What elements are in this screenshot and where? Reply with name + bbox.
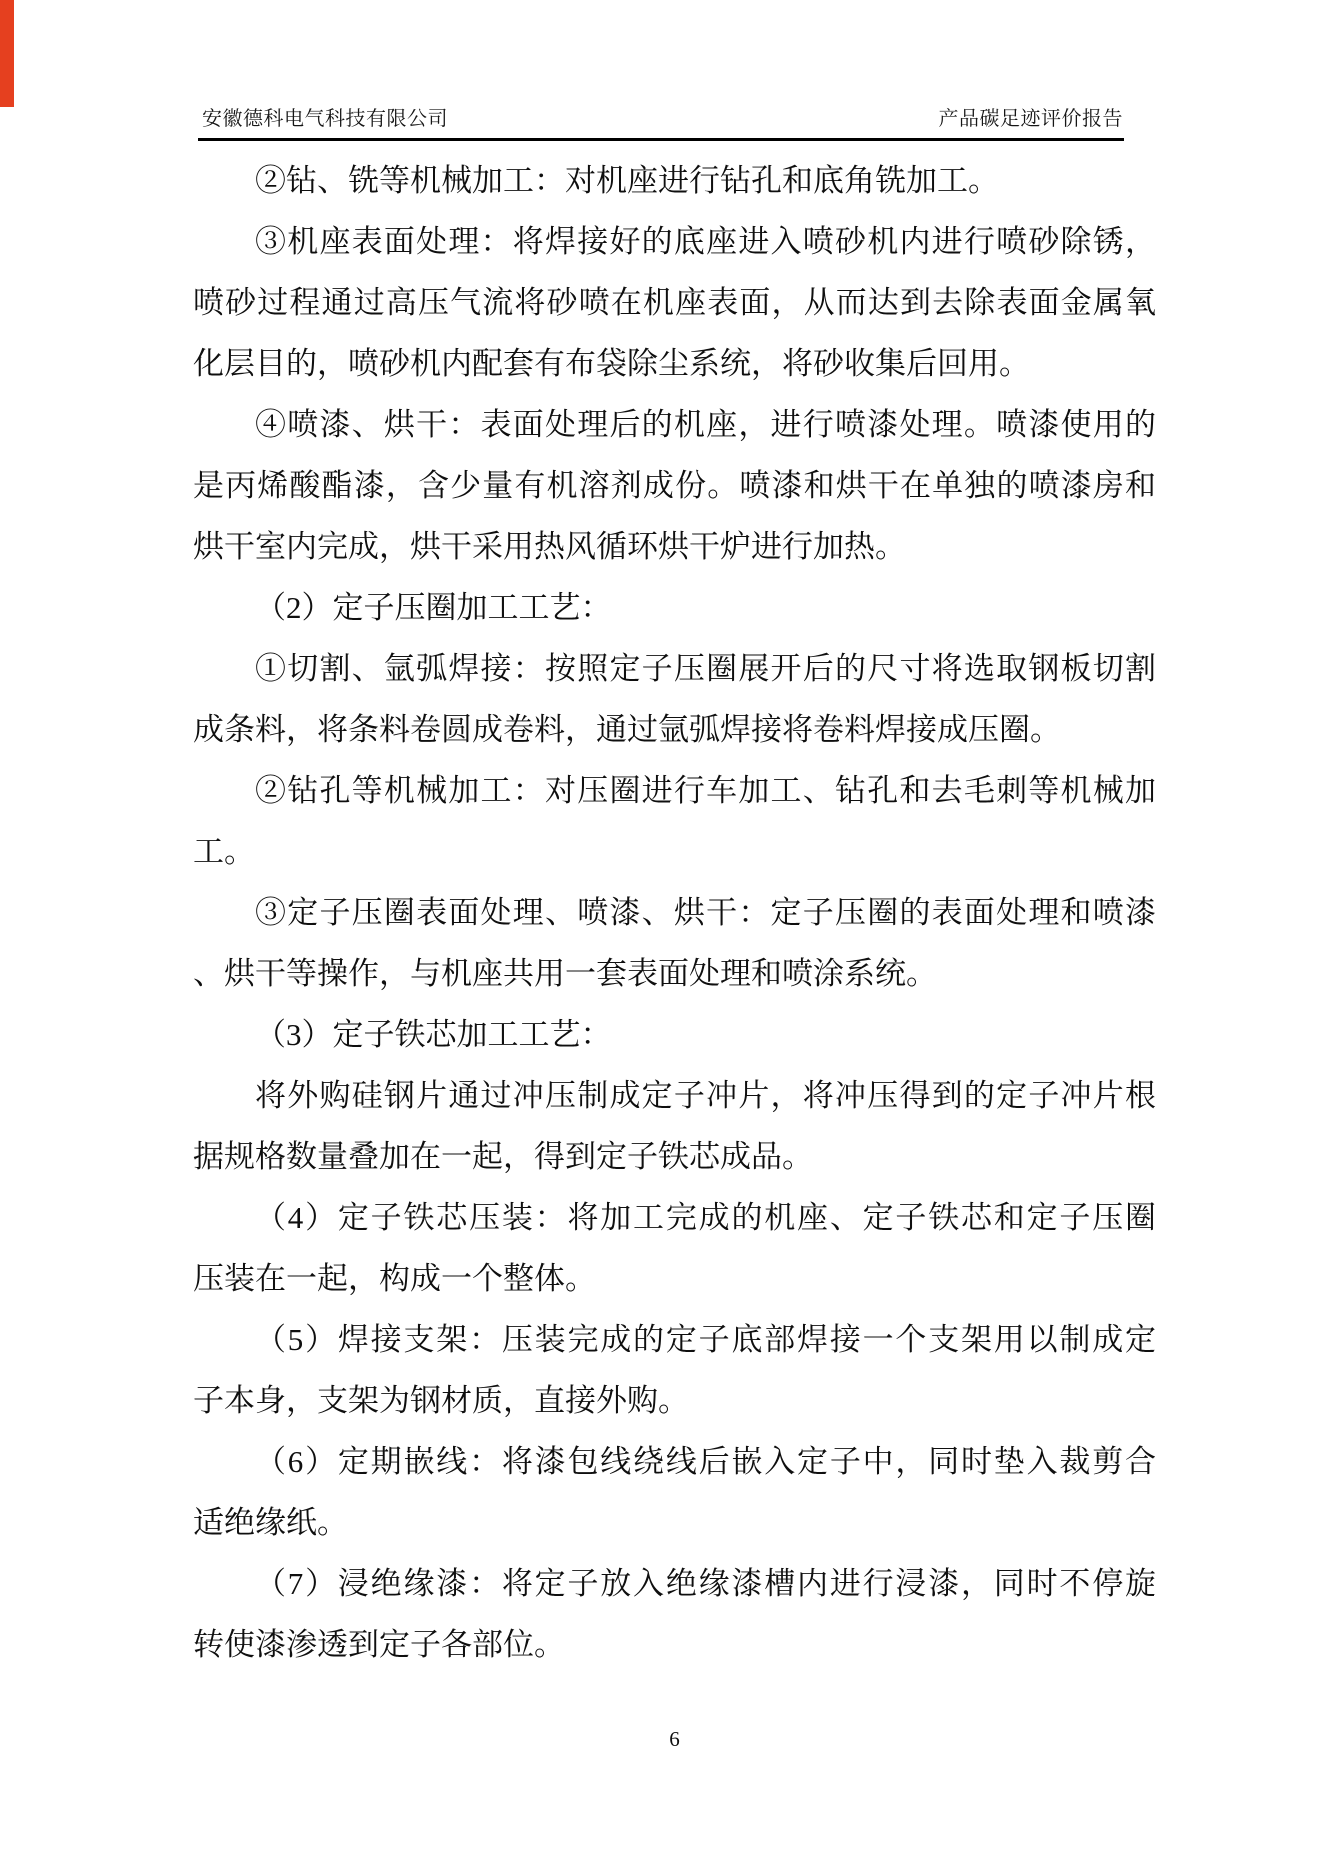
body-text <box>193 150 1156 1675</box>
text-line: 将外购硅钢片通过冲压制成定子冲片，将冲压得到的定子冲片根 <box>255 1078 1156 1113</box>
text-line: （2）定子压圈加工工艺： <box>255 590 612 625</box>
text-line: 据规格数量叠加在一起，得到定子铁芯成品。 <box>193 1139 813 1174</box>
text-line: 工。 <box>193 834 255 869</box>
text-line: 压装在一起，构成一个整体。 <box>193 1261 596 1296</box>
text-line: （3）定子铁芯加工工艺： <box>255 1017 612 1052</box>
text-line: （4）定子铁芯压装：将加工完成的机座、定子铁芯和定子压圈 <box>255 1200 1156 1235</box>
text-line: 烘干室内完成，烘干采用热风循环烘干炉进行加热。 <box>193 529 906 564</box>
header-rule <box>198 138 1124 141</box>
text-line: 子本身，支架为钢材质，直接外购。 <box>193 1383 689 1418</box>
text-line: ③定子压圈表面处理、喷漆、烘干：定子压圈的表面处理和喷漆 <box>255 895 1156 930</box>
text-line: ②钻、铣等机械加工：对机座进行钻孔和底角铣加工。 <box>255 163 999 198</box>
text-line: 转使漆渗透到定子各部位。 <box>193 1627 565 1662</box>
text-line: （7）浸绝缘漆：将定子放入绝缘漆槽内进行浸漆，同时不停旋 <box>255 1566 1156 1601</box>
header-company-name: 安徽德科电气科技有限公司 <box>202 108 448 130</box>
red-edge-marker <box>0 0 14 107</box>
page-header <box>202 102 1123 131</box>
text-line: （5）焊接支架：压装完成的定子底部焊接一个支架用以制成定 <box>255 1322 1156 1357</box>
text-line: 是丙烯酸酯漆，含少量有机溶剂成份。喷漆和烘干在单独的喷漆房和 <box>193 468 1156 503</box>
text-line: 喷砂过程通过高压气流将砂喷在机座表面，从而达到去除表面金属氧 <box>193 285 1156 320</box>
text-line: ③机座表面处理：将焊接好的底座进入喷砂机内进行喷砂除锈， <box>255 224 1156 259</box>
text-line: ②钻孔等机械加工：对压圈进行车加工、钻孔和去毛刺等机械加 <box>255 773 1156 808</box>
text-line: 成条料，将条料卷圆成卷料，通过氩弧焊接将卷料焊接成压圈。 <box>193 712 1061 747</box>
text-line: 、烘干等操作，与机座共用一套表面处理和喷涂系统。 <box>193 956 937 991</box>
text-line: 化层目的，喷砂机内配套有布袋除尘系统，将砂收集后回用。 <box>193 346 1030 381</box>
text-line: 适绝缘纸。 <box>193 1505 348 1540</box>
header-report-title: 产品碳足迹评价报告 <box>938 108 1123 130</box>
text-line: ①切割、氩弧焊接：按照定子压圈展开后的尺寸将选取钢板切割 <box>255 651 1156 686</box>
text-line: （6）定期嵌线：将漆包线绕线后嵌入定子中，同时垫入裁剪合 <box>255 1444 1156 1479</box>
text-line: ④喷漆、烘干：表面处理后的机座，进行喷漆处理。喷漆使用的 <box>255 407 1156 442</box>
page-number: 6 <box>669 1727 680 1751</box>
